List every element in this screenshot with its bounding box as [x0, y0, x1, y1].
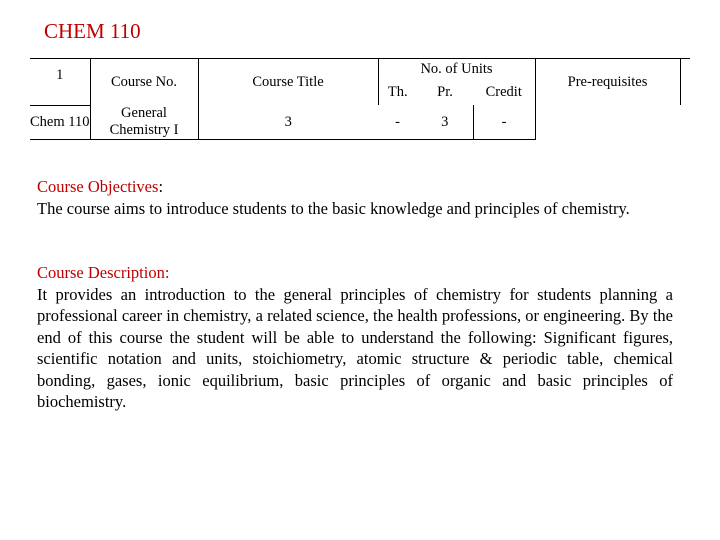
header-practical: Pr.: [437, 83, 453, 100]
objectives-colon: :: [158, 177, 164, 196]
header-prerequisites: Pre-requisites: [535, 59, 680, 105]
cell-prerequisites: -: [473, 105, 535, 140]
objectives-heading: Course Objectives: [37, 177, 159, 196]
header-course-title: Course Title: [198, 59, 378, 105]
cell-theory: 3: [198, 105, 378, 140]
objectives-text: The course aims to introduce students to the basic knowledge and principles of chemistry.: [37, 198, 630, 218]
cell-practical: -: [378, 105, 417, 140]
header-course-no: Course No.: [90, 59, 198, 105]
header-credit: Credit: [473, 79, 535, 105]
cell-credit: 3: [417, 105, 473, 140]
row-number: 1: [30, 59, 90, 105]
description-heading: Course Description:: [37, 263, 170, 282]
header-units-group: No. of Units: [378, 59, 535, 79]
cell-course-title: General Chemistry I: [90, 105, 198, 140]
page-title: CHEM 110: [44, 19, 141, 43]
header-theory: Th.: [387, 83, 408, 100]
description-section: [37, 262, 673, 413]
cell-course-no: Chem 110: [30, 105, 90, 140]
course-table: [30, 59, 681, 140]
objectives-section: [37, 176, 673, 219]
description-text: It provides an introduction to the general principles of chemistry for students planning a professional career in chemistry, a related science, the health professions, or engineering. By the end of this course the student will be able to understand the following: Significant figures, scientific notation and units, stoichiometry, atomic structure & periodic table, chemical bonding, gases, ionic equilibrium, basic principles of organic and basic principles of biochemistry.: [37, 284, 673, 411]
